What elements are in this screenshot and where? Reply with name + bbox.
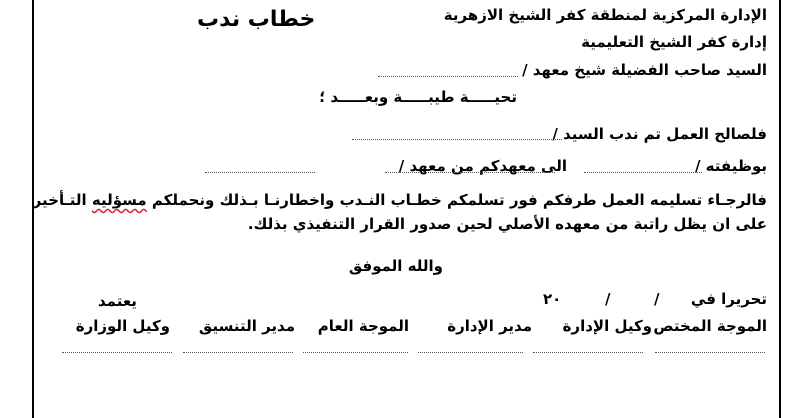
approved-label: يعتمد: [98, 292, 137, 310]
header-authority: الإدارة المركزية لمنطقة كفر الشيخ الازهرية: [443, 6, 767, 24]
signature-label-coordination-director: مدير التنسيق: [198, 317, 295, 335]
signature-label-subject-supervisor: الموجة المختص: [653, 317, 767, 335]
date-label: تحريرا في: [690, 290, 767, 308]
signature-blank-coordination-director[interactable]: [183, 352, 293, 353]
signature-blank-administration-director[interactable]: [418, 352, 523, 353]
request-line-1: فالرجـاء تسليمه العمل طرفكم فور تسلمكم خطـاب النـدب واخطارنـا بـذلك ونحملكم مسؤليه التـأخير: [32, 191, 767, 209]
right-border-line: [779, 0, 781, 418]
signature-blank-subject-supervisor[interactable]: [655, 352, 765, 353]
date-year: ٢٠: [543, 290, 562, 308]
signature-label-ministry-deputy: وكيل الوزارة: [75, 317, 170, 335]
signature-label-administration-deputy: وكيل الإدارة: [562, 317, 652, 335]
request-underlined-word: مسؤليه: [91, 191, 147, 209]
addressee-label: السيد صاحب الفضيلة شيخ معهد /: [522, 61, 767, 79]
institute-name-blank[interactable]: [378, 76, 518, 77]
signature-label-general-supervisor: الموجة العام: [317, 317, 409, 335]
delegation-label: فلصالح العمل تم ندب السيد /: [552, 125, 767, 143]
signature-blank-ministry-deputy[interactable]: [62, 352, 172, 353]
signature-blank-administration-deputy[interactable]: [533, 352, 643, 353]
date-separator-1: /: [654, 290, 660, 308]
signature-label-administration-director: مدير الإدارة: [447, 317, 532, 335]
closing: والله الموفق: [348, 257, 443, 275]
job-label: بوظيفته /: [694, 157, 767, 175]
request-line-2: على ان يظل راتبة من معهده الأصلي لحين صدور القرار التنفيذي بذلك.: [247, 215, 767, 233]
origin-institute-blank[interactable]: [205, 172, 315, 173]
employee-name-blank[interactable]: [352, 139, 562, 140]
date-separator-2: /: [605, 290, 611, 308]
greeting: تحيـــــة طيبـــــة وبعـــــد ؛: [319, 88, 517, 106]
job-blank[interactable]: [584, 172, 702, 173]
signature-blank-general-supervisor[interactable]: [303, 352, 408, 353]
to-institute-label: الى معهدكم من معهد /: [398, 157, 567, 175]
letter-title: خطاب ندب: [197, 7, 316, 32]
left-border-line: [32, 0, 34, 418]
header-administration: إدارة كفر الشيخ التعليمية: [581, 33, 767, 51]
destination-blank[interactable]: [385, 172, 555, 173]
